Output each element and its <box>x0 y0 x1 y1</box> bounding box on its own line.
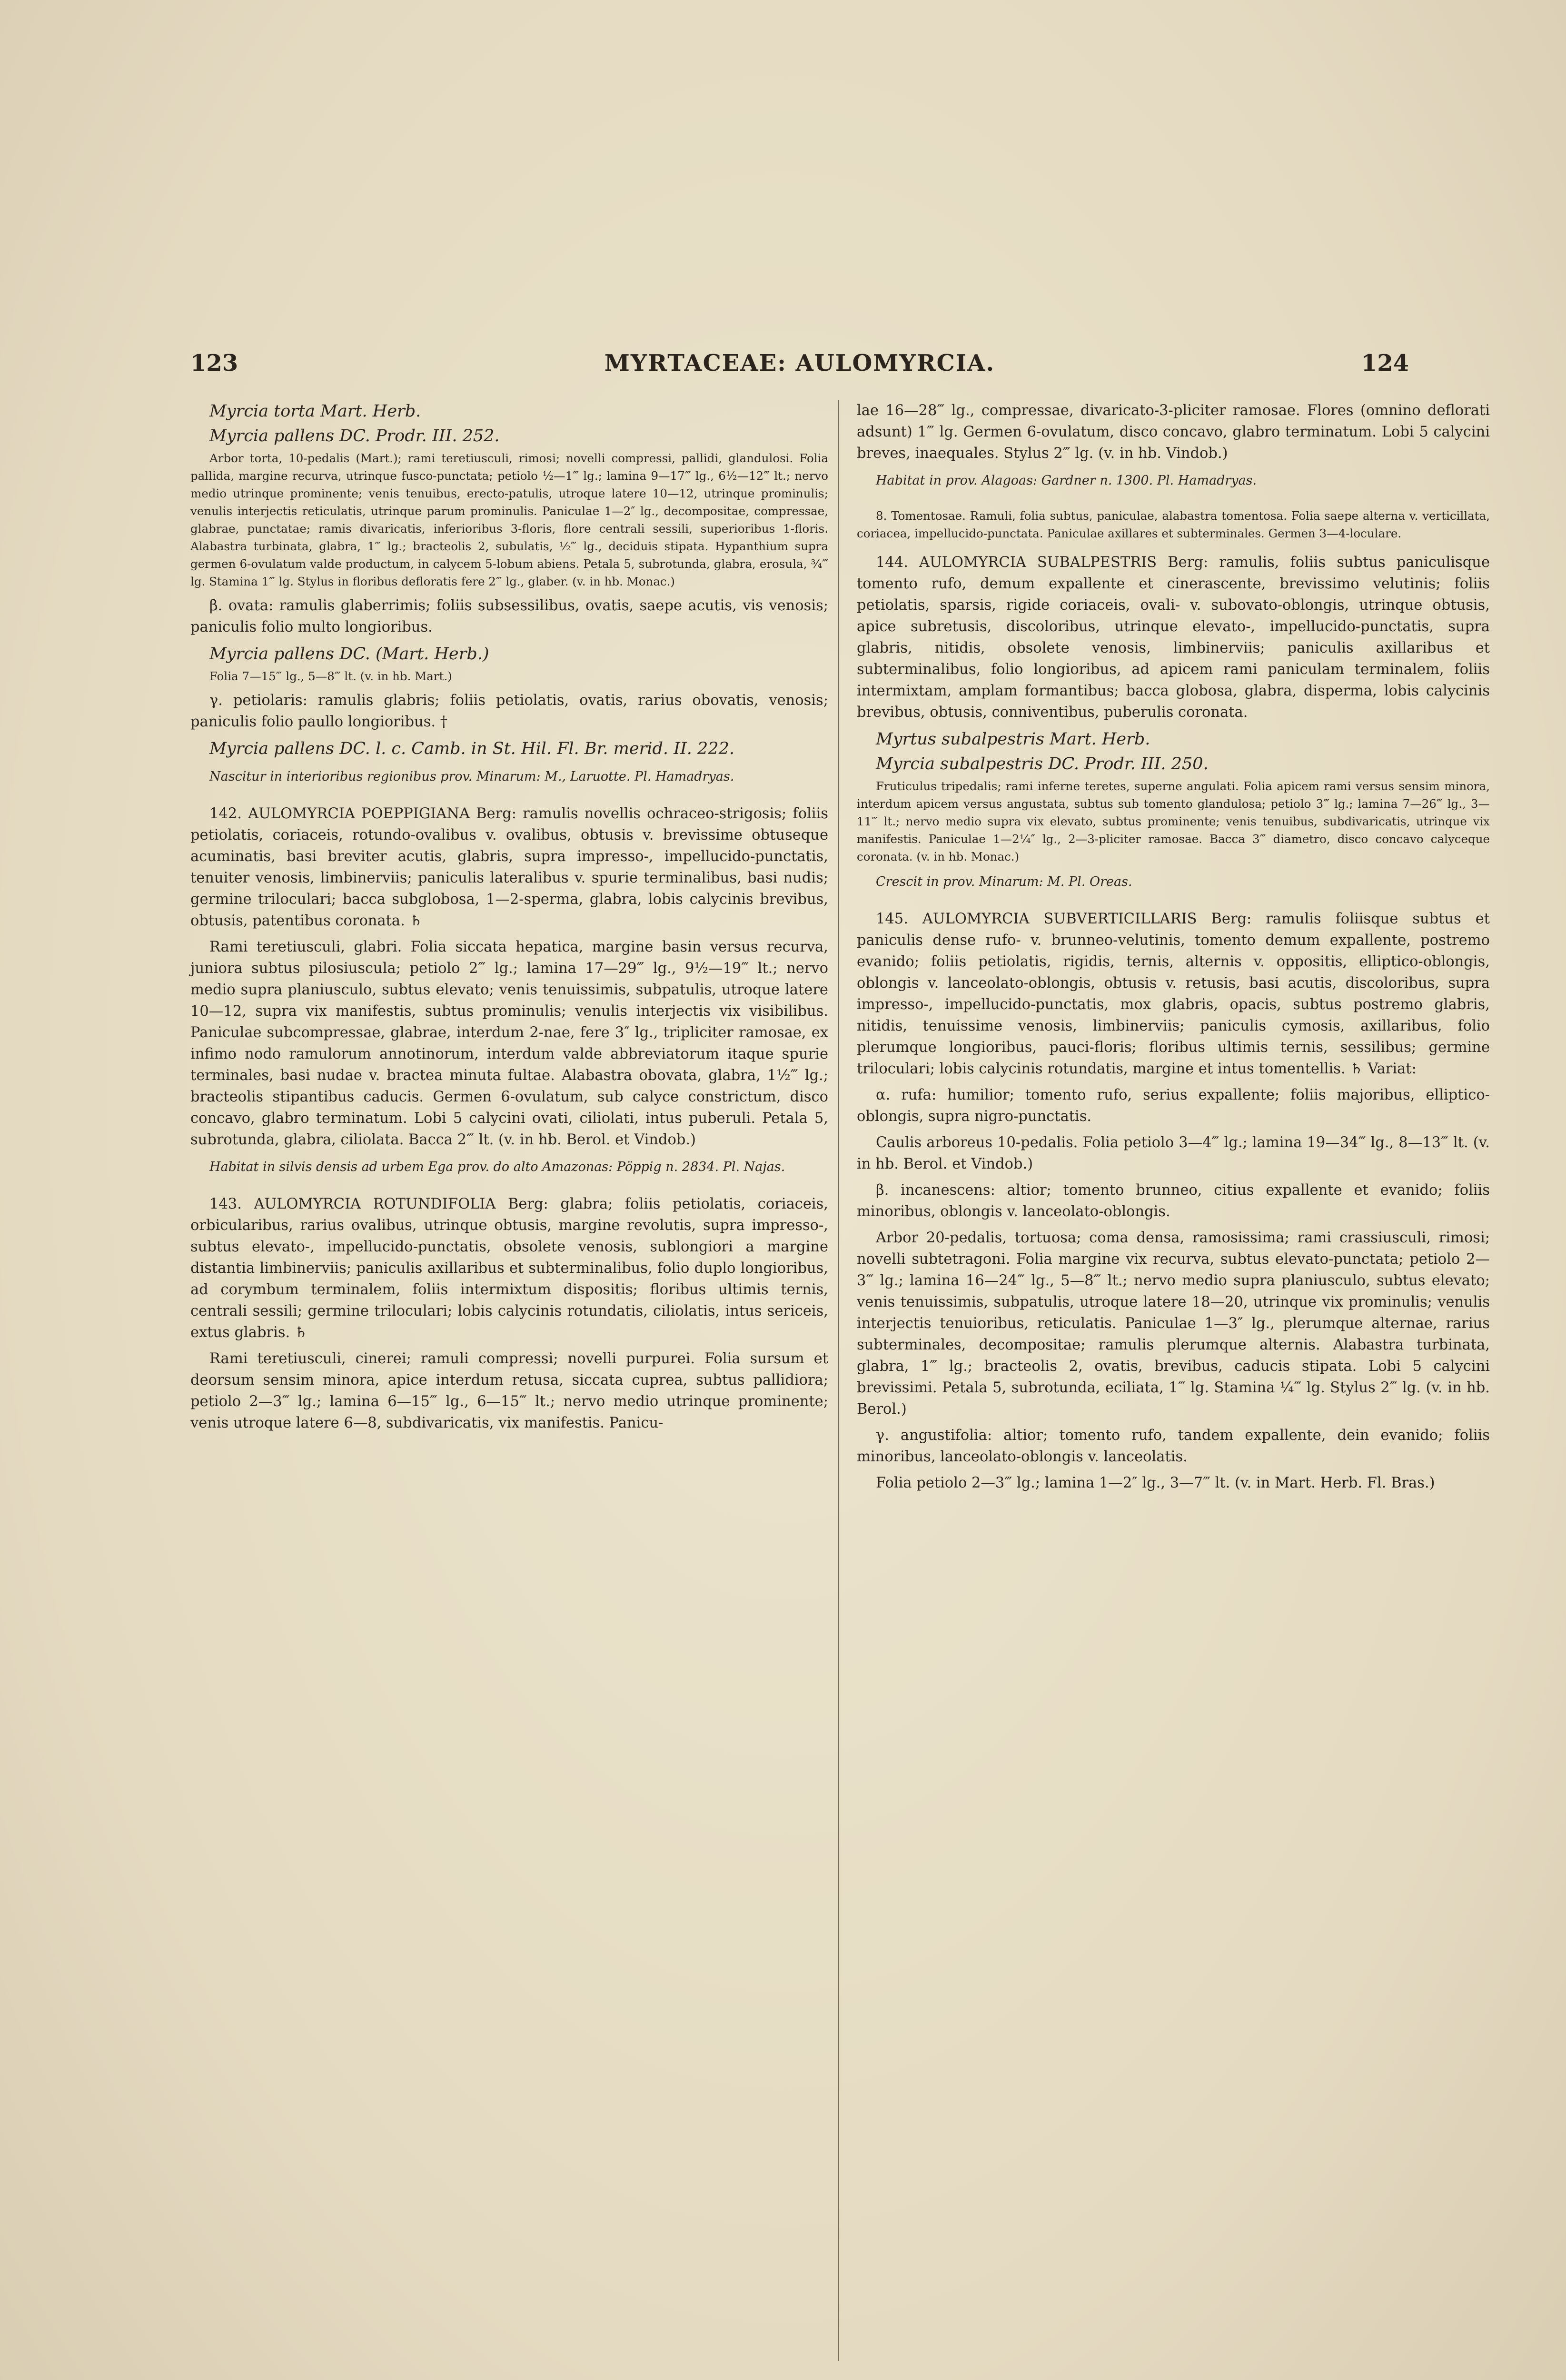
locality: Habitat in silvis densis ad urbem Ega prov. do alto Amazonas: Pöppig n. 2834. Pl. Najas. <box>209 1160 785 1174</box>
species-143: 143. AULOMYRCIA ROTUNDIFOLIA Berg: glabra; foliis petiolatis, coriaceis, orbicularibus, rarius ovalibus, utrinque obtusis, margine revolutis, supra impresso-, subtus elevato-, impellucido-punctatis, obsolete venosis, sublongiori a margine distantia limbinerviis; paniculis axillaribus et subterminalibus, folio duplo longioribus, ad corymbum terminalem, foliis intermixtum dispositis; floribus ultimis ternis, centrali sessili; germine triloculari; lobis calycinis rotundatis, ciliolatis, intus sericeis, extus glabris. ♄ <box>190 1196 828 1341</box>
synonym: Myrcia pallens DC. Prodr. III. 252. <box>209 426 500 446</box>
description: Rami teretiusculi, cinerei; ramuli compressi; novelli purpurei. Folia sursum et deorsum sensim minora, apice interdum retusa, siccata cuprea, subtus pallidiora; petiolo 2—3‴ lg.; lamina 6—15‴ lg., 6—15‴ lt.; nervo medio utrinque prominente; venis utroque latere 6—8, subdivaricatis, vix manifestis. Panicu- <box>190 1350 828 1431</box>
page-number-left: 123 <box>190 350 238 377</box>
left-column <box>190 400 828 1438</box>
species-142: 142. AULOMYRCIA POEPPIGIANA Berg: ramulis novellis ochraceo-strigosis; foliis petiolatis, coriaceis, rotundo-ovalibus v. ovalibus, obtusis v. brevissime obtuseque acuminatis, basi breviter acutis, glabris, supra impresso-, impellucido-punctatis, tenuiter venosis, limbinerviis; paniculis lateralibus v. spurie terminalibus, basi nudis; germine triloculari; bacca subglobosa, 1—2-sperma, glabra, lobis calycinis brevibus, obtusis, patentibus coronata. ♄ <box>190 805 828 929</box>
column-divider <box>838 400 839 2361</box>
description: Rami teretiusculi, glabri. Folia siccata hepatica, margine basin versus recurva, juniora subtus pilosiuscula; petiolo 2‴ lg.; lamina 17—29‴ lg., 9½—19‴ lt.; nervo medio supra planiusculo, subtus elevato; venis tenuissimis, subpatulis, utroque latere 10—12, supra vix manifestis, subtus prominulis; venulis interjectis vix visibilibus. Paniculae subcompressae, glabrae, interdum 2-nae, fere 3″ lg., tripliciter ramosae, ex infimo nodo ramulorum annotinorum, interdum valde abbreviatorum itaque spurie terminales, basi nudae v. bractea minuta fultae. Alabastra obovata, glabra, 1½‴ lg.; bracteolis stipantibus caducis. Germen 6-ovulatum, sub calyce constrictum, disco concavo, glabro terminatum. Lobi 5 calycini ovati, ciliolati, intus puberuli. Petala 5, subrotunda, glabra, ciliolata. Bacca 2‴ lt. (v. in hb. Berol. et Vindob.) <box>190 939 828 1148</box>
description: Arbor torta, 10-pedalis (Mart.); rami teretiusculi, rimosi; novelli compressi, pallidi, glandulosi. Folia pallida, margine recurva, utrinque fusco-punctata; petiolo ½—1‴ lg.; lamina 9—17‴ lg., 6½—12‴ lt.; nervo medio utrinque prominente; venis tenuibus, erecto-patulis, utroque latere 10—12, utrinque prominulis; venulis interjectis reticulatis, utrinque parum prominulis. Paniculae 1—2″ lg., decompositae, compressae, glabrae, punctatae; ramis divaricatis, inferioribus 3-floris, flore centrali sessili, superioribus 1-floris. Alabastra turbinata, glabra, 1‴ lg.; bracteolis 2, subulatis, ½‴ lg., deciduis stipata. Hypanthium supra germen 6-ovulatum valde productum, in calycem 5-lobum abiens. Petala 5, subrotunda, glabra, erosula, ¾‴ lg. Stamina 1‴ lg. Stylus in floribus defloratis fere 2‴ lg., glaber. (v. in hb. Monac.) <box>190 451 828 588</box>
description: Folia petiolo 2—3‴ lg.; lamina 1—2″ lg., 3—7‴ lt. (v. in Mart. Herb. Fl. Bras.) <box>876 1475 1435 1491</box>
locality: Crescit in prov. Minarum: M. Pl. Oreas. <box>876 874 1132 889</box>
running-header <box>190 350 1409 388</box>
description: Fruticulus tripedalis; rami inferne teretes, superne angulati. Folia apicem rami versus sensim minora, interdum apicem versus angustata, subtus sub tomento glandulosa; petiolo 3‴ lg.; lamina 7—26‴ lg., 3—11‴ lt.; nervo medio supra vix elevato, subtus prominente; venis tenuibus, subdivaricatis, utrinque vix manifestis. Paniculae 1—2¼″ lg., 2—3-pliciter ramosae. Bacca 3‴ diametro, disco concavo calyceque coronata. (v. in hb. Monac.) <box>857 779 1490 863</box>
variety-gamma: γ. petiolaris: ramulis glabris; foliis petiolatis, ovatis, rarius obovatis, venosis; paniculis folio paullo longioribus. † <box>190 692 828 730</box>
right-column <box>857 400 1490 1498</box>
locality: Nascitur in interioribus regionibus prov. Minarum: M., Laruotte. Pl. Hamadryas. <box>209 769 734 784</box>
species-145: 145. AULOMYRCIA SUBVERTICILLARIS Berg: ramulis foliisque subtus et paniculis dense rufo- v. brunneo-velutinis, tomento demum expallente, postremo evanido; foliis petiolatis, rigidis, ternis, alternis v. oppositis, elliptico-oblongis, oblongis v. lanceolato-oblongis, obtusis v. retusis, basi acutis, discoloribus, supra impresso-, impellucido-punctatis, mox glabris, opacis, subtus postremo glabris, nitidis, tenuissime venosis, limbinerviis; paniculis cymosis, axillaribus, folio plerumque longioribus, pauci-floris; floribus ultimis ternis, sessilibus; germine triloculari; lobis calycinis rotundatis, margine et intus tomentellis. ♄ Variat: <box>857 911 1490 1077</box>
variety-alpha: α. rufa: humilior; tomento rufo, serius expallente; foliis majoribus, elliptico-oblongis, supra nigro-punctatis. <box>857 1087 1490 1125</box>
synonym: Myrcia torta Mart. Herb. <box>209 402 421 421</box>
description: lae 16—28‴ lg., compressae, divaricato-3-pliciter ramosae. Flores (omnino deflorati adsunt) 1‴ lg. Germen 6-ovulatum, disco concavo, glabro terminatum. Lobi 5 calycini breves, inaequales. Stylus 2‴ lg. (v. in hb. Vindob.) <box>857 402 1490 462</box>
species-144: 144. AULOMYRCIA SUBALPESTRIS Berg: ramulis, foliis subtus paniculisque tomento rufo, demum expallente et cinerascente, brevissimo velutinis; foliis petiolatis, sparsis, rigide coriaceis, ovali- v. subovato-oblongis, utrinque obtusis, apice subretusis, discoloribus, utrinque elevato-, impellucido-punctatis, supra glabris, nitidis, obsolete venosis, limbinerviis; paniculis axillaribus et subterminalibus, folio longioribus, ad apicem rami paniculam terminalem, foliis intermixtam, amplam formantibus; bacca globosa, glabra, disperma, lobis calycinis brevibus, obtusis, conniventibus, puberulis coronata. <box>857 554 1490 721</box>
variety-gamma: γ. angustifolia: altior; tomento rufo, tandem expallente, dein evanido; foliis minoribus, lanceolato-oblongis v. lanceolatis. <box>857 1427 1490 1465</box>
synonym: Myrcia pallens DC. l. c. Camb. in St. Hil. Fl. Br. merid. II. 222. <box>209 739 734 758</box>
synonym: Myrtus subalpestris Mart. Herb. <box>876 730 1150 749</box>
running-title: MYRTACEAE: AULOMYRCIA. <box>604 350 995 377</box>
description: Arbor 20-pedalis, tortuosa; coma densa, ramosissima; rami crassiusculi, rimosi; novelli subtetragoni. Folia margine vix recurva, subtus elevato-punctata; petiolo 2—3‴ lg.; lamina 16—24‴ lg., 5—8‴ lt.; nervo medio supra planiusculo, subtus elevato; venis tenuissimis, subpatulis, utroque latere 18—20, utrinque vix prominulis; venulis interjectis tenuioribus, reticulatis. Paniculae 1—3″ lg., plerumque alternae, rarius subterminales, decompositae; ramulis plerumque alternis. Alabastra turbinata, glabra, 1‴ lg.; bracteolis 2, ovatis, brevibus, caducis stipata. Lobi 5 calycini brevissimi. Petala 5, subrotunda, eciliata, 1‴ lg. Stamina ¼‴ lg. Stylus 2‴ lg. (v. in hb. Berol.) <box>857 1230 1490 1418</box>
locality: Habitat in prov. Alagoas: Gardner n. 1300. Pl. Hamadryas. <box>876 473 1257 488</box>
description: Folia 7—15‴ lg., 5—8‴ lt. (v. in hb. Mart.) <box>209 669 452 683</box>
page-number-right: 124 <box>1361 350 1409 377</box>
synonym: Myrcia subalpestris DC. Prodr. III. 250. <box>876 754 1209 774</box>
synonym: Myrcia pallens DC. (Mart. Herb.) <box>209 645 489 664</box>
variety-beta: β. incanescens: altior; tomento brunneo, citius expallente et evanido; foliis minoribus, oblongis v. lanceolato-oblongis. <box>857 1182 1490 1220</box>
variety-beta: β. ovata: ramulis glaberrimis; foliis subsessilibus, ovatis, saepe acutis, vis venosis; paniculis folio multo longioribus. <box>190 597 828 635</box>
description: Caulis arboreus 10-pedalis. Folia petiolo 3—4‴ lg.; lamina 19—34‴ lg., 8—13‴ lt. (v. in hb. Berol. et Vindob.) <box>857 1134 1490 1172</box>
section-heading: 8. Tomentosae. Ramuli, folia subtus, paniculae, alabastra tomentosa. Folia saepe alterna v. verticillata, coriacea, impellucido-punctata. Paniculae axillares et subterminales. Germen 3—4-loculare. <box>857 509 1490 540</box>
